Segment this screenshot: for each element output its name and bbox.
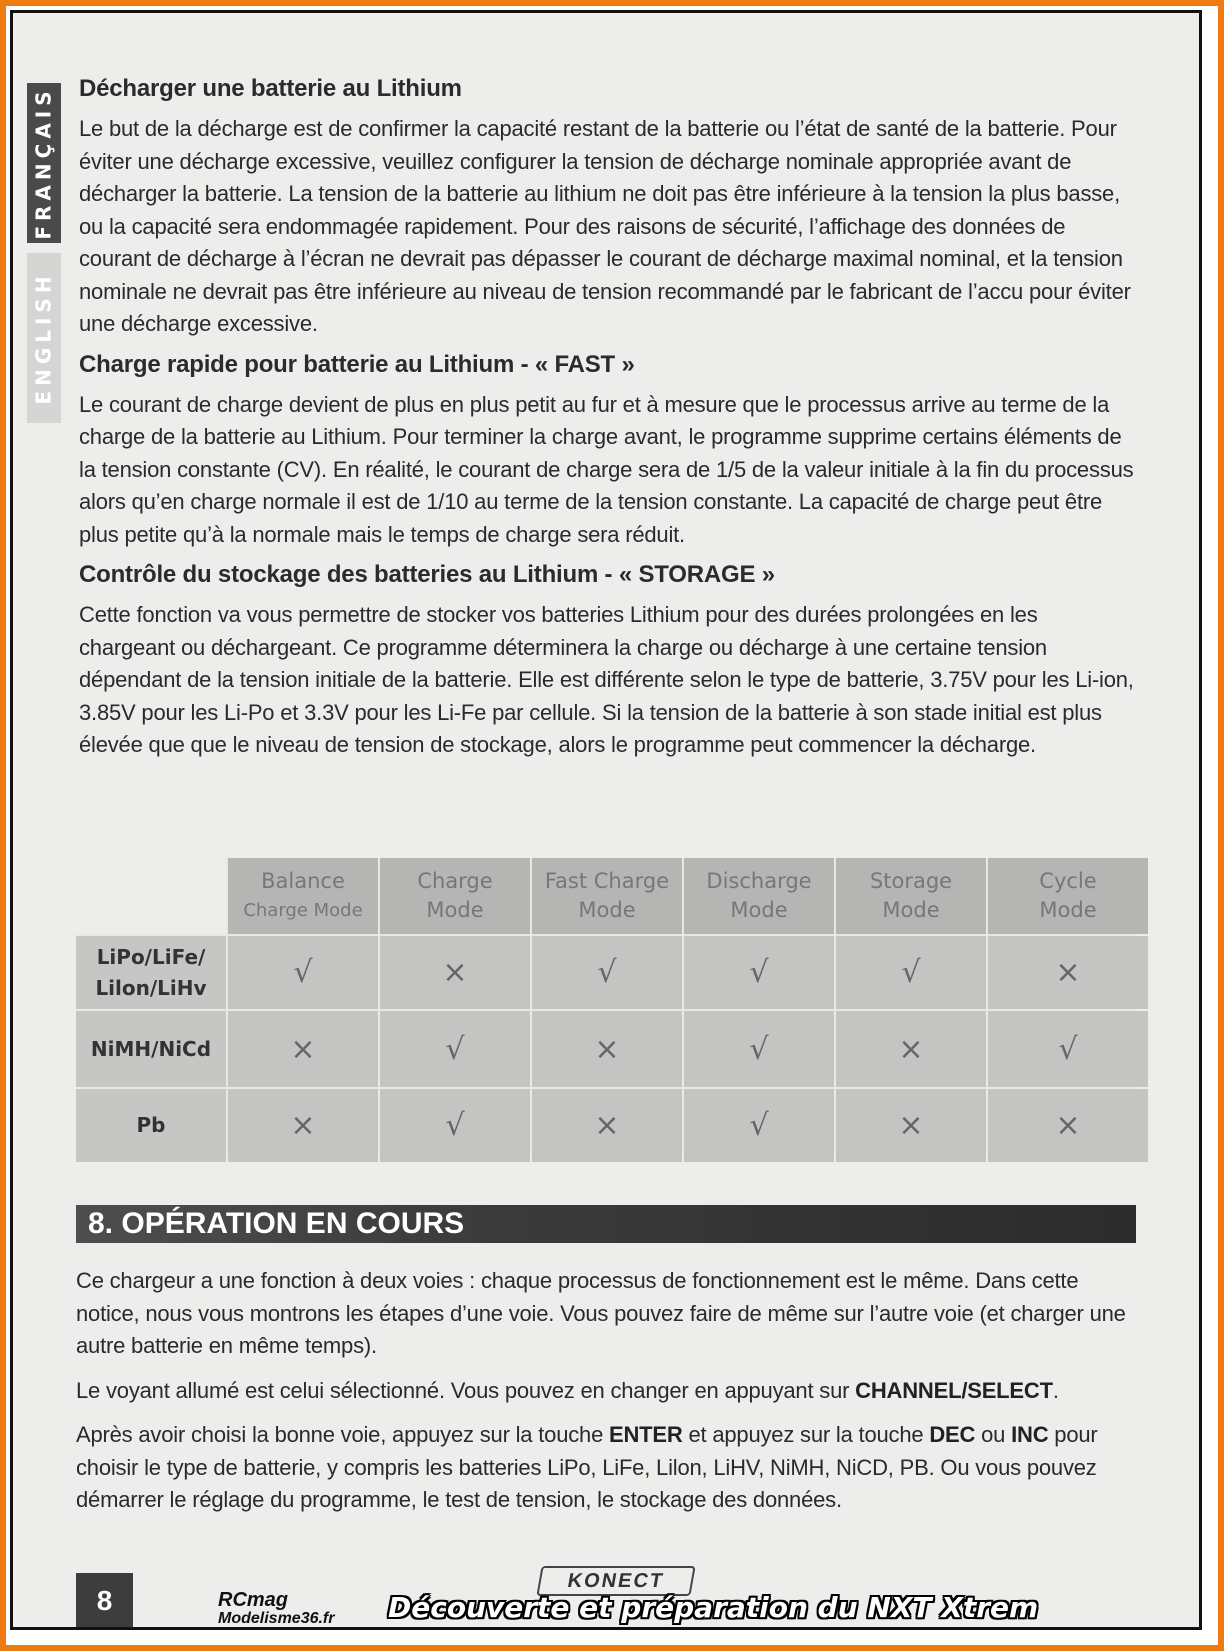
logo-line: RCmag <box>218 1589 289 1611</box>
row-label <box>76 936 226 1009</box>
table-header <box>836 858 986 934</box>
header-bottom: Charge Mode <box>243 900 363 921</box>
table-corner <box>76 858 226 934</box>
table-header <box>684 858 834 934</box>
paragraph <box>76 1375 1146 1408</box>
section-heading: 8. OPÉRATION EN COURS <box>88 1207 465 1240</box>
paragraph: Ce chargeur a une fonction à deux voies : chaque processus de fonctionnement est le même. Dans cette notice, nous vous montrons les étapes d’une voie. Vous pouvez faire de même sur l’autre voie (et charger une autre batterie en même temps). <box>76 1268 1126 1358</box>
table-header <box>988 858 1148 934</box>
main-content <box>79 75 1139 772</box>
language-tab-english[interactable] <box>27 253 61 423</box>
text-run: Après avoir choisi la bonne voie, appuyez sur la touche <box>76 1422 610 1447</box>
section-paragraph: Cette fonction va vous permettre de stocker vos batteries Lithium pour des durées prolongées en les chargeant ou déchargeant. Ce programme déterminera la charge ou décharge à une certaine tension dépendant de la tension initiale de la batterie. Elle est différente selon le type de batterie, 3.75V pour les Li-ion, 3.85V pour les Li-Po et 3.3V pour les Li-Fe par cellule. Si la tension de la batterie à son stade initial est plus élevée que que le niveau de tension de stockage, alors le programme peut commencer la décharge. <box>79 602 1134 757</box>
header-bottom: Mode <box>578 898 636 922</box>
table-cell: × <box>228 1089 378 1162</box>
header-bottom: Mode <box>1039 898 1097 922</box>
page-number: 8 <box>76 1573 133 1628</box>
section8-content <box>76 1265 1146 1529</box>
header-bottom: Mode <box>882 898 940 922</box>
row-label-line: Lilon/LiHv <box>95 975 207 1000</box>
table-cell: √ <box>684 1089 834 1162</box>
table-cell: √ <box>228 936 378 1009</box>
table-cell: × <box>836 1011 986 1087</box>
konect-logo: KONECT <box>536 1566 695 1596</box>
section-title: Décharger une batterie au Lithium <box>79 75 462 102</box>
table-cell: × <box>228 1011 378 1087</box>
row-label-line: NiMH/NiCd <box>90 1036 212 1061</box>
language-tab-francais[interactable] <box>27 83 61 243</box>
text-run: et appuyez sur la touche <box>682 1422 930 1447</box>
table-cell: × <box>380 936 530 1009</box>
key-name: INC <box>1011 1422 1049 1447</box>
text-run: pour choisir le type de batterie, y compris les batteries LiPo, LiFe, Lilon, LiHV, NiMH, NiCD, PB. Ou vous pouvez démarrer le réglage du programme, le test de tension, le stockage des données. <box>76 1422 1098 1512</box>
language-tab-label: ENGLISH <box>32 271 56 405</box>
table-cell: × <box>988 1089 1148 1162</box>
section-paragraph: Le courant de charge devient de plus en plus petit au fur et à mesure que le processus arrive au terme de la charge de la batterie au Lithium. Pour terminer la charge avant, le programme supprime certains éléments de la tension constante (CV). En réalité, le courant de charge sera de 1/5 de la valeur initiale à la fin du processus alors qu’en charge normale il est de 1/10 au terme de la tension constante. La capacité de charge peut être plus petite qu’à la normale mais le temps de charge sera réduit. <box>79 391 1134 547</box>
table-header <box>380 858 530 934</box>
row-label-line: LiPo/LiFe/ <box>96 944 206 969</box>
logo-line: Modelisme36.fr <box>218 1610 335 1627</box>
header-top: Balance <box>261 869 345 893</box>
key-name: ENTER <box>609 1422 683 1447</box>
key-name: DEC <box>929 1422 976 1447</box>
text-run: ou <box>975 1422 1012 1447</box>
row-label-line: Pb <box>136 1113 166 1137</box>
row-label <box>76 1089 226 1162</box>
section-paragraph: Le but de la décharge est de confirmer la capacité restant de la batterie ou l’état de santé de la batterie. Pour éviter une décharge excessive, veuillez configurer la tension de décharge nominale appropriée avant de décharger la batterie. La tension de la batterie au lithium ne doit pas être inférieure à la tension la plus basse, ou la capacité sera endommagée rapidement. Pour des raisons de sécurité, l’affichage des données de courant de décharge à l’écran ne devrait pas dépasser le courant de décharge maximal nominal, et la tension nominale ne devrait pas être inférieure au niveau de tension recommandé par le fabricant de l’accu pour éviter une décharge excessive. <box>79 116 1131 336</box>
section-title: Contrôle du stockage des batteries au Lithium - « STORAGE » <box>79 561 775 588</box>
header-bottom: Mode <box>730 898 788 922</box>
rcmag-logo <box>218 1590 378 1630</box>
header-top: Charge <box>417 869 493 893</box>
table-header <box>228 858 378 934</box>
key-name: CHANNEL/SELECT <box>855 1377 1053 1403</box>
table-cell: √ <box>380 1011 530 1087</box>
header-top: Discharge <box>706 869 812 893</box>
table-cell: √ <box>380 1089 530 1162</box>
header-bottom: Mode <box>426 898 484 922</box>
footer-title: Découverte et préparation du NXT Xtrem <box>388 1591 1039 1624</box>
table-cell: × <box>532 1011 682 1087</box>
section-heading-bar <box>76 1205 1136 1243</box>
table-cell: √ <box>684 1011 834 1087</box>
row-label <box>76 1011 226 1087</box>
mode-compatibility-table <box>76 858 1136 1156</box>
table-cell: √ <box>988 1011 1148 1087</box>
table-cell: × <box>532 1089 682 1162</box>
table-header <box>532 858 682 934</box>
document-page <box>10 10 1202 1630</box>
header-top: Fast Charge <box>544 869 670 893</box>
table-cell: √ <box>532 936 682 1009</box>
header-top: Cycle <box>1039 869 1097 893</box>
table-cell: × <box>988 936 1148 1009</box>
header-top: Storage <box>869 869 953 893</box>
section-title: Charge rapide pour batterie au Lithium - « FAST » <box>79 350 635 378</box>
table-cell: × <box>836 1089 986 1162</box>
text-run: . <box>1052 1377 1059 1403</box>
paragraph <box>76 1419 1146 1517</box>
language-tab-label: FRANÇAIS <box>32 86 56 240</box>
text-run: Le voyant allumé est celui sélectionné. Vous pouvez en changer en appuyant sur <box>76 1377 856 1403</box>
table-cell: √ <box>836 936 986 1009</box>
table-cell: √ <box>684 936 834 1009</box>
